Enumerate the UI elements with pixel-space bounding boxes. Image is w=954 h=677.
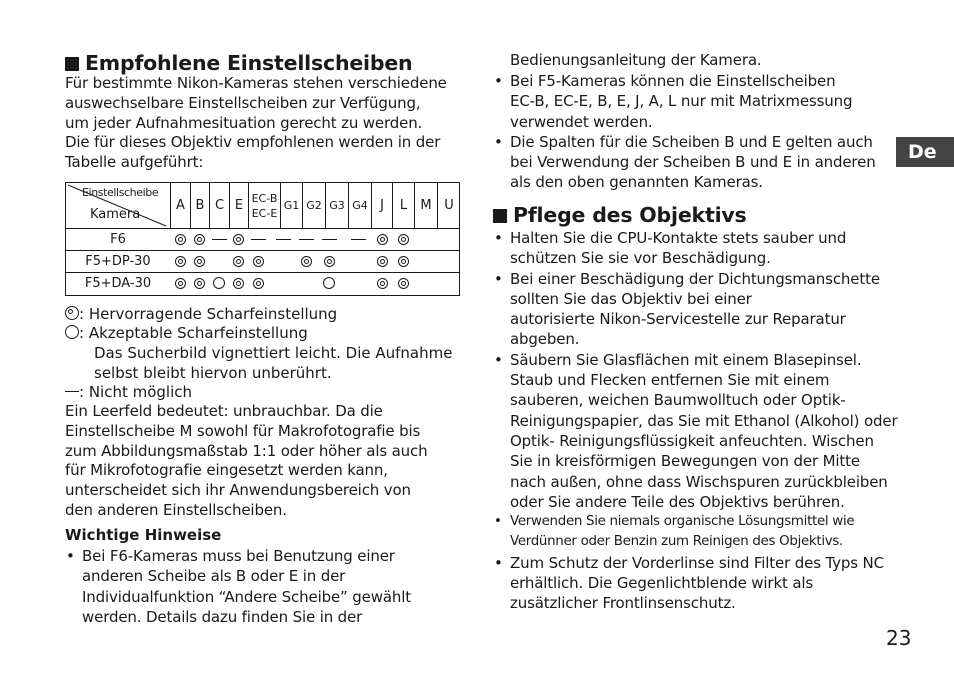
legend-acceptable: : Akzeptable Scharfeinstellung <box>65 324 308 344</box>
row-camera-label: F5+DA-30 <box>84 275 152 291</box>
section-heading-lens-care: Pflege des Objektivs <box>493 203 747 227</box>
table-mark-dash <box>248 228 268 250</box>
column-header: G2 <box>302 183 325 228</box>
table-mark-exc <box>228 228 248 250</box>
list-item: • Bei F6-Kameras muss bei Benutzung einer anderen Scheibe als B oder E in der Individualfunktion “Andere Scheibe” gewählt werden. Details dazu finden Sie in der <box>66 547 411 626</box>
column-header: B <box>190 183 209 228</box>
column-header: G3 <box>325 183 348 228</box>
legend-acceptable-note: Das Sucherbild vignettiert leicht. Die Aufnahme selbst bleibt hiervon unberührt. <box>94 344 453 382</box>
table-mark-dash <box>273 228 293 250</box>
excellent-focus-icon <box>253 256 264 267</box>
square-bullet-icon <box>493 209 507 223</box>
acceptable-focus-icon <box>213 277 225 289</box>
focusing-screen-table <box>65 182 460 296</box>
acceptable-focus-icon <box>323 277 335 289</box>
column-header: G4 <box>348 183 371 228</box>
not-possible-dash-icon <box>322 239 337 240</box>
excellent-focus-icon <box>175 278 186 289</box>
table-mark-exc <box>393 250 413 272</box>
blank-field-paragraph: Ein Leerfeld bedeutet: unbrauchbar. Da die Einstellscheibe M sowohl für Makrofotografie bis zum Abbildungsmaßstab 1:1 oder höher als auch für Mikrofotografie eingesetzt werden kann, unterscheidet sich ihr Anwendungsbereich von den anderen Einstellscheiben. <box>65 402 428 519</box>
list-item: • Bei F5-Kameras können die Einstellscheiben EC-B, EC-E, B, E, J, A, L nur mit Matrixmessung verwendet werden. <box>494 72 853 131</box>
lens-care-list <box>493 228 898 614</box>
excellent-focus-icon <box>377 278 388 289</box>
excellent-focus-icon <box>398 256 409 267</box>
list-item: • Zum Schutz der Vorderlinse sind Filter des Typs NC erhältlich. Die Gegenlichtblende wirkt als zusätzlicher Frontlinsenschutz. <box>494 553 884 613</box>
not-possible-dash-icon <box>212 239 227 240</box>
excellent-focus-icon <box>65 306 79 320</box>
important-notes-list <box>65 546 411 627</box>
column-header-ec: EC-B EC-E <box>248 183 280 228</box>
excellent-focus-icon <box>301 256 312 267</box>
list-item: • Verwenden Sie niemals organische Lösungsmittel wie Verdünner oder Benzin zum Reinigen des Objektivs. <box>494 514 855 550</box>
column-header: G1 <box>280 183 302 228</box>
table-corner-screen-label: Einstellscheibe <box>82 186 159 199</box>
excellent-focus-icon <box>398 278 409 289</box>
table-mark-exc <box>189 250 209 272</box>
table-mark-exc <box>170 228 190 250</box>
acceptable-focus-icon <box>65 325 79 339</box>
table-mark-exc <box>393 228 413 250</box>
bullet-icon: • <box>494 350 503 369</box>
not-possible-dash-icon <box>299 239 314 240</box>
bullet-icon: • <box>494 269 503 288</box>
list-item: • Säubern Sie Glasflächen mit einem Blasepinsel. Staub und Flecken entfernen Sie mit einem sauberen, weichen Baumwolltuch oder Optik- Reinigungspapier, das Sie mit Ethanol (Alkohol) oder Optik- Reinigungsflüssigkeit anfeuchten. Wischen Sie in kreisförmigen Bewegungen von der Mitte nach außen, ohne dass Wischspuren zurückbleiben oder Sie andere Teile des Objektivs berühren. <box>494 350 898 511</box>
table-mark-dash <box>209 228 229 250</box>
notes-list-continued <box>493 71 876 193</box>
continuation-text: Bedienungsanleitung der Kamera. <box>510 51 762 69</box>
column-header: J <box>371 183 392 228</box>
bullet-icon: • <box>494 553 503 572</box>
bullet-icon: • <box>494 72 503 90</box>
excellent-focus-icon <box>194 234 205 245</box>
row-camera-label: F6 <box>110 231 126 247</box>
table-mark-exc <box>189 272 209 294</box>
column-header: U <box>437 183 460 228</box>
excellent-focus-icon <box>233 278 244 289</box>
bullet-icon: • <box>494 132 503 151</box>
bullet-icon: • <box>494 229 503 247</box>
table-mark-exc <box>393 272 413 294</box>
not-possible-dash-icon <box>351 239 366 240</box>
table-mark-dash <box>319 228 339 250</box>
table-mark-dash <box>296 228 316 250</box>
language-tab: De <box>896 137 954 167</box>
list-item: • Halten Sie die CPU-Kontakte stets sauber und schützen Sie sie vor Beschädigung. <box>494 229 847 268</box>
table-mark-exc <box>372 250 392 272</box>
excellent-focus-icon <box>398 234 409 245</box>
table-corner-camera-label: Kamera <box>90 207 141 222</box>
excellent-focus-icon <box>194 278 205 289</box>
list-item: • Bei einer Beschädigung der Dichtungsmanschette sollten Sie das Objektiv bei einer autorisierte Nikon-Servicestelle zur Reparatur abgeben. <box>494 269 880 349</box>
legend-impossible: : Nicht möglich <box>65 383 192 403</box>
table-mark-exc <box>372 228 392 250</box>
square-bullet-icon <box>65 57 79 71</box>
bullet-icon: • <box>494 514 502 530</box>
excellent-focus-icon <box>194 256 205 267</box>
intro-paragraph: Für bestimmte Nikon-Kameras stehen verschiedene auswechselbare Einstellscheiben zur Verfügung, um jeder Aufnahmesituation gerecht zu werden. Die für dieses Objektiv empfohlenen werden in der Tabelle aufgeführt: <box>65 74 447 172</box>
list-item: • Die Spalten für die Scheiben B und E gelten auch bei Verwendung der Scheiben B und E in anderen als den oben genannten Kameras. <box>494 132 876 192</box>
table-mark-exc <box>296 250 316 272</box>
table-mark-exc <box>189 228 209 250</box>
table-mark-exc <box>228 250 248 272</box>
table-mark-exc <box>372 272 392 294</box>
legend-excellent: : Hervorragende Scharfeinstellung <box>65 305 337 325</box>
section-heading-focusing-screens: Empfohlene Einstellscheiben <box>65 51 412 75</box>
column-header: C <box>209 183 229 228</box>
table-mark-dash <box>348 228 368 250</box>
table-mark-exc <box>248 250 268 272</box>
excellent-focus-icon <box>253 278 264 289</box>
column-header: A <box>170 183 190 228</box>
excellent-focus-icon <box>175 256 186 267</box>
column-header: E <box>229 183 248 228</box>
table-mark-acc <box>319 272 339 294</box>
not-possible-dash-icon <box>276 239 291 240</box>
not-possible-dash-icon <box>65 391 79 392</box>
row-camera-label: F5+DP-30 <box>85 253 151 269</box>
table-mark-exc <box>319 250 339 272</box>
excellent-focus-icon <box>377 256 388 267</box>
page-number: 23 <box>886 626 912 650</box>
table-mark-exc <box>170 250 190 272</box>
excellent-focus-icon <box>233 256 244 267</box>
excellent-focus-icon <box>233 234 244 245</box>
excellent-focus-icon <box>324 256 335 267</box>
bullet-icon: • <box>66 547 75 565</box>
table-mark-exc <box>248 272 268 294</box>
column-header: L <box>392 183 414 228</box>
excellent-focus-icon <box>175 234 186 245</box>
important-notes-heading: Wichtige Hinweise <box>65 526 222 544</box>
table-mark-exc <box>228 272 248 294</box>
table-mark-exc <box>170 272 190 294</box>
excellent-focus-icon <box>377 234 388 245</box>
column-header: M <box>414 183 437 228</box>
table-mark-acc <box>209 272 229 294</box>
not-possible-dash-icon <box>251 239 266 240</box>
